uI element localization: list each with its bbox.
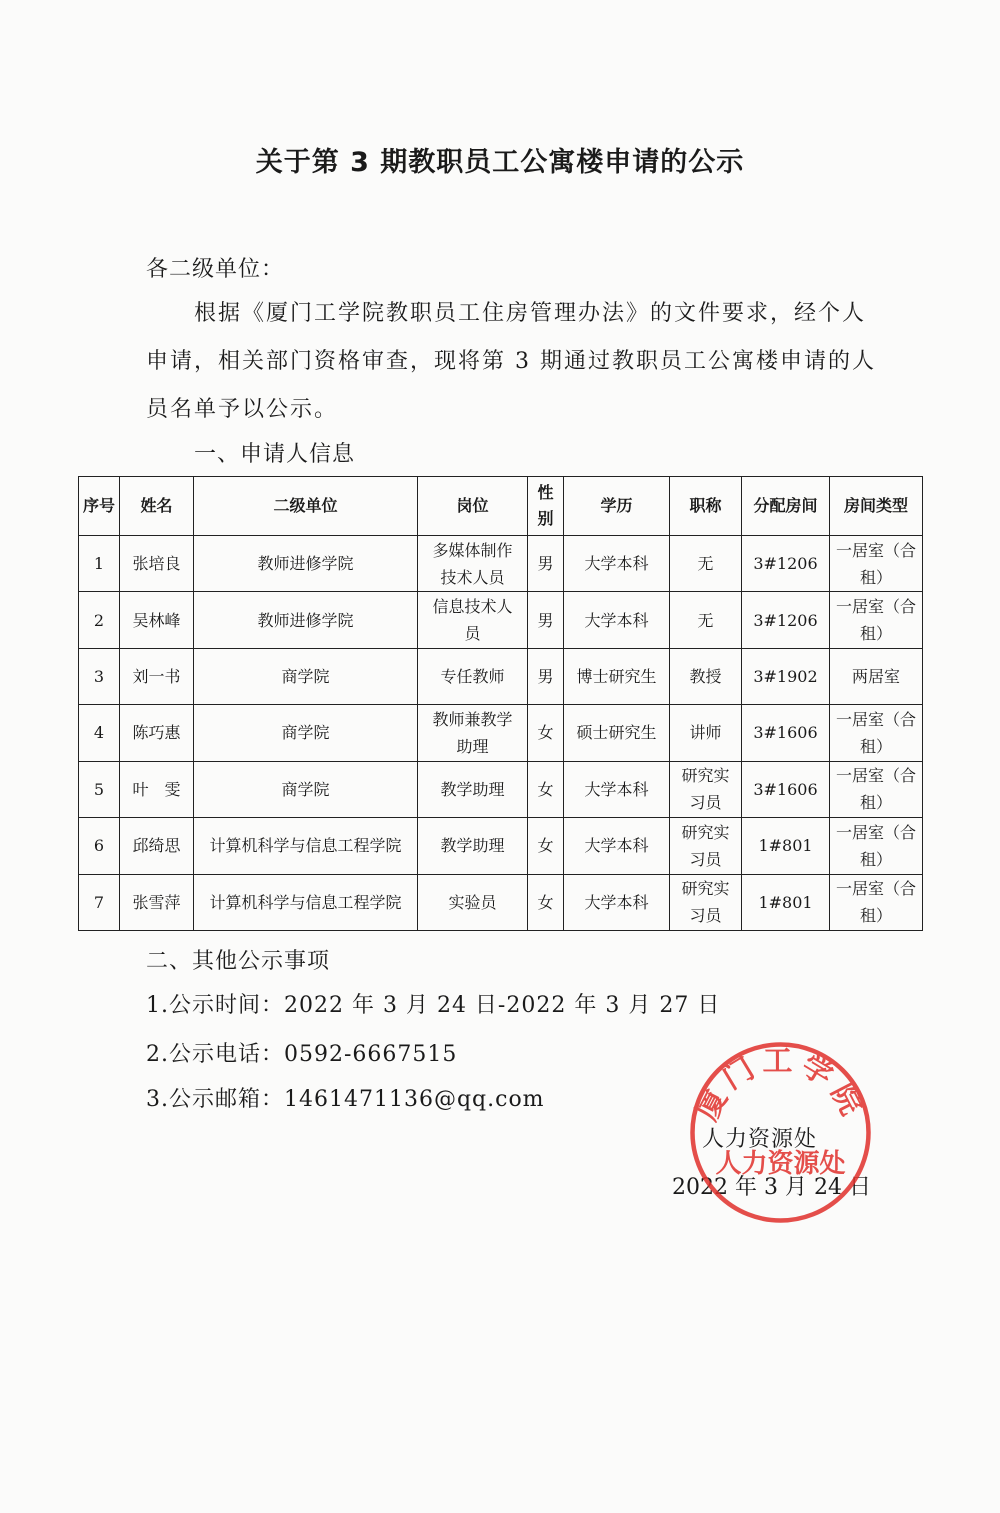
section-heading-other: 二、其他公示事项 [146,949,331,974]
cell-col-education: 大学本科 [564,592,670,648]
cell-col-education: 大学本科 [564,761,670,817]
cell-col-unit: 商学院 [194,761,418,817]
cell-col-room-type: 一居室（合租） [830,705,923,761]
cell-col-gender: 女 [528,818,564,874]
cell-col-post: 教学助理 [418,761,528,817]
cell-col-title: 研究实习员 [670,761,742,817]
cell-col-gender: 男 [528,592,564,648]
cell-col-post: 教学助理 [418,818,528,874]
cell-col-title: 研究实习员 [670,818,742,874]
cell-col-education: 大学本科 [564,874,670,930]
cell-col-index: 3 [79,648,120,704]
cell-col-unit: 计算机科学与信息工程学院 [194,874,418,930]
cell-col-title: 无 [670,536,742,592]
table-body [79,536,923,931]
cell-col-gender: 女 [528,705,564,761]
cell-col-post: 信息技术人员 [418,592,528,648]
svg-text:厦门工学院: 厦门工学院 [689,1043,872,1127]
cell-col-room: 3#1206 [742,592,830,648]
header-col-unit: 二级单位 [194,477,418,536]
cell-col-index: 2 [79,592,120,648]
table-row [79,705,923,761]
table-row [79,761,923,817]
svg-text:人力资源处: 人力资源处 [715,1149,846,1179]
cell-col-title: 教授 [670,648,742,704]
cell-col-gender: 男 [528,536,564,592]
cell-col-name: 刘一书 [120,648,194,704]
page-title: 关于第 3 期教职员工公寓楼申请的公示 [255,147,745,178]
cell-col-room: 3#1606 [742,761,830,817]
cell-col-unit: 教师进修学院 [194,592,418,648]
cell-col-name: 陈巧惠 [120,705,194,761]
cell-col-title: 讲师 [670,705,742,761]
cell-col-room: 1#801 [742,818,830,874]
cell-col-gender: 女 [528,874,564,930]
header-col-gender: 性别 [528,477,564,536]
cell-col-index: 4 [79,705,120,761]
table-row [79,818,923,874]
header-col-room: 分配房间 [742,477,830,536]
cell-col-room-type: 两居室 [830,648,923,704]
cell-col-gender: 女 [528,761,564,817]
cell-col-unit: 商学院 [194,705,418,761]
notice-phone: 2.公示电话：0592-6667515 [146,1042,458,1067]
cell-col-education: 博士研究生 [564,648,670,704]
cell-col-post: 多媒体制作技术人员 [418,536,528,592]
cell-col-name: 吴林峰 [120,592,194,648]
table-row [79,536,923,592]
notice-email: 3.公示邮箱：1461471136@qq.com [146,1087,545,1112]
cell-col-index: 7 [79,874,120,930]
cell-col-room-type: 一居室（合租） [830,592,923,648]
header-col-education: 学历 [564,477,670,536]
header-col-name: 姓名 [120,477,194,536]
signature-org: 人力资源处 [702,1127,818,1152]
cell-col-room: 3#1902 [742,648,830,704]
cell-col-room-type: 一居室（合租） [830,761,923,817]
cell-col-index: 5 [79,761,120,817]
table-row [79,592,923,648]
cell-col-unit: 教师进修学院 [194,536,418,592]
cell-col-room-type: 一居室（合租） [830,874,923,930]
body-line-1: 根据《厦门工学院教职员工住房管理办法》的文件要求，经个人 [194,301,867,326]
cell-col-gender: 男 [528,648,564,704]
notice-period: 1.公示时间：2022 年 3 月 24 日-2022 年 3 月 27 日 [146,993,721,1018]
cell-col-title: 无 [670,592,742,648]
cell-col-room-type: 一居室（合租） [830,536,923,592]
table-header-row [79,477,923,536]
cell-col-room: 3#1606 [742,705,830,761]
cell-col-room: 1#801 [742,874,830,930]
cell-col-education: 硕士研究生 [564,705,670,761]
salutation: 各二级单位： [146,257,285,282]
cell-col-education: 大学本科 [564,536,670,592]
cell-col-name: 张培良 [120,536,194,592]
cell-col-post: 专任教师 [418,648,528,704]
signature-date: 2022 年 3 月 24 日 [672,1175,871,1200]
cell-col-name: 邱绮思 [120,818,194,874]
cell-col-education: 大学本科 [564,818,670,874]
body-line-2: 申请，相关部门资格审查，现将第 3 期通过教职员工公寓楼申请的人 [146,349,876,374]
body-line-3: 员名单予以公示。 [146,397,339,422]
cell-col-unit: 商学院 [194,648,418,704]
header-col-index: 序号 [79,477,120,536]
cell-col-name: 叶 雯 [120,761,194,817]
cell-col-index: 1 [79,536,120,592]
header-col-post: 岗位 [418,477,528,536]
section-heading-applicants: 一、申请人信息 [194,442,356,467]
cell-col-index: 6 [79,818,120,874]
table-row [79,874,923,930]
header-col-room-type: 房间类型 [830,477,923,536]
header-col-title: 职称 [670,477,742,536]
cell-col-unit: 计算机科学与信息工程学院 [194,818,418,874]
cell-col-room-type: 一居室（合租） [830,818,923,874]
cell-col-post: 实验员 [418,874,528,930]
table-row [79,648,923,704]
applicant-table [78,476,923,931]
cell-col-post: 教师兼教学助理 [418,705,528,761]
cell-col-room: 3#1206 [742,536,830,592]
cell-col-title: 研究实习员 [670,874,742,930]
cell-col-name: 张雪萍 [120,874,194,930]
